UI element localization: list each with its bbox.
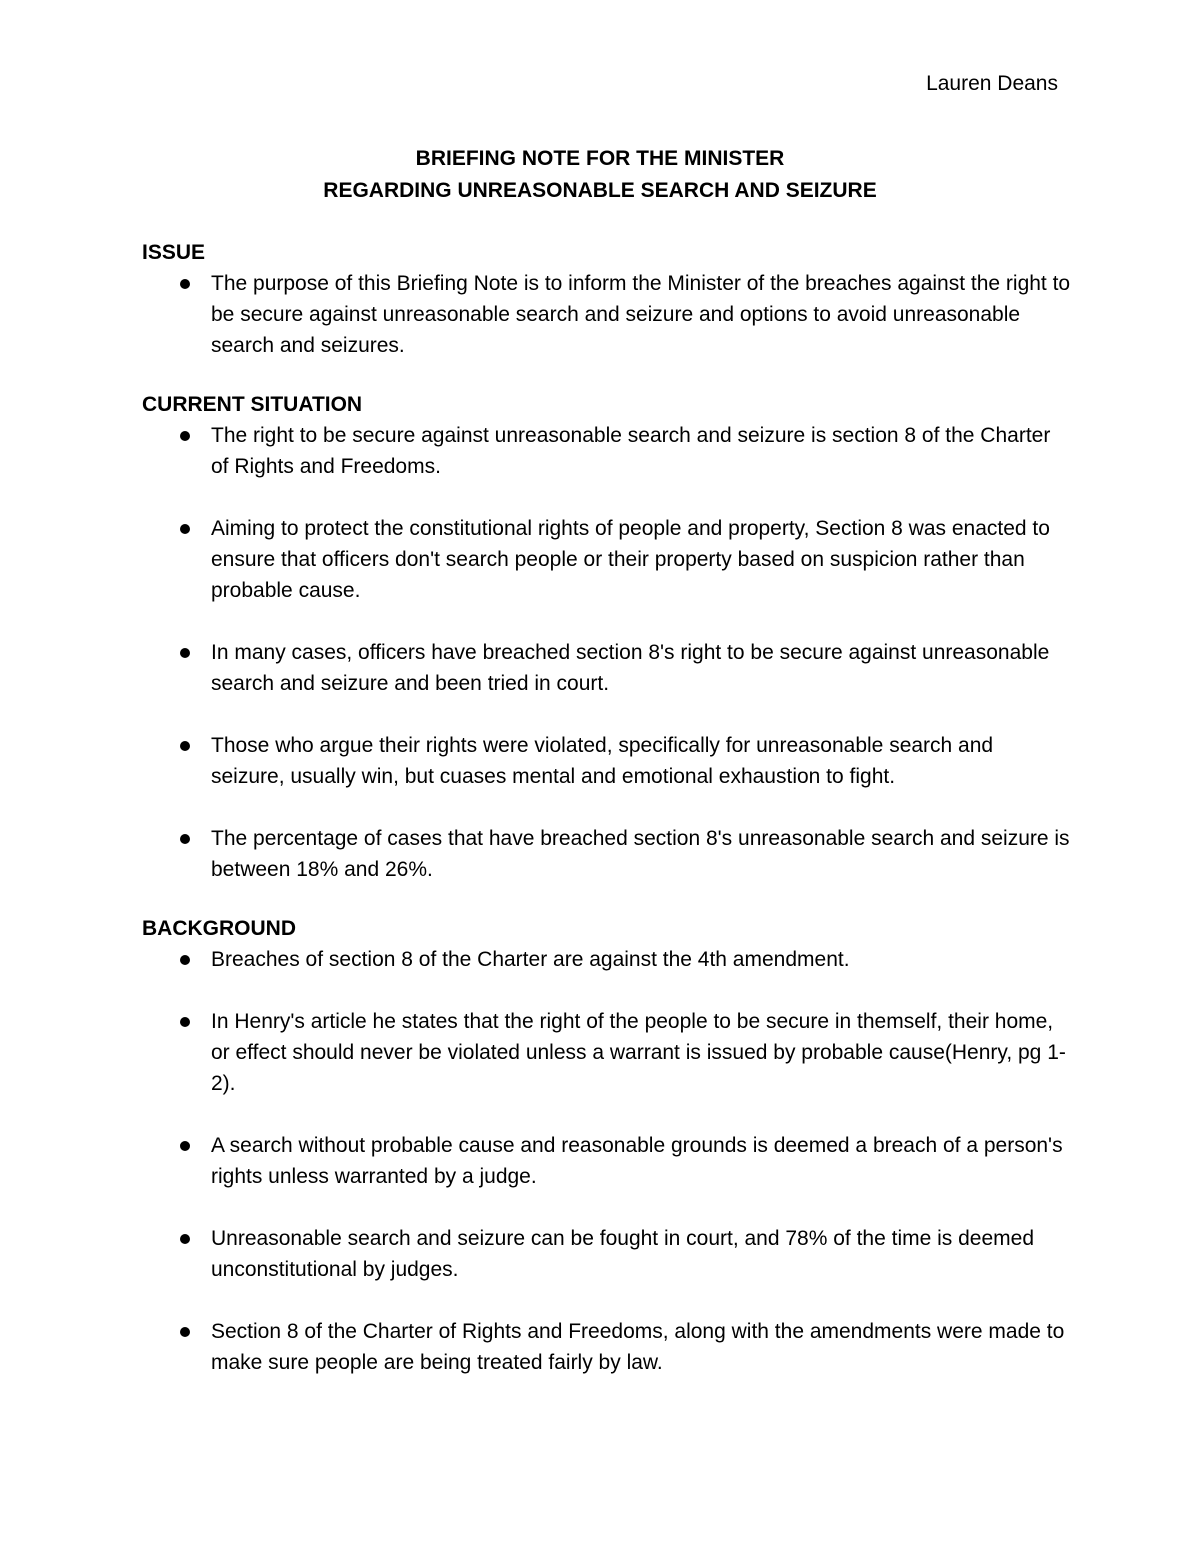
bullet-dot-icon [180, 955, 190, 965]
bullet-dot-icon [180, 1327, 190, 1337]
bullet-dot-icon [180, 834, 190, 844]
list-item [142, 823, 1072, 885]
list-item [142, 1223, 1072, 1285]
document-body [142, 237, 1072, 1406]
section-heading: BACKGROUND [142, 917, 296, 940]
bullet-text: The percentage of cases that have breached section 8's unreasonable search and seizure is between 18% and 26%. [211, 827, 1070, 881]
section-heading: ISSUE [142, 241, 206, 264]
list-item [142, 268, 1072, 361]
bullet-text: Breaches of section 8 of the Charter are against the 4th amendment. [211, 948, 850, 971]
list-item [142, 944, 1072, 975]
list-item [142, 1316, 1072, 1378]
bullet-text: Aiming to protect the constitutional rights of people and property, Section 8 was enacted to ensure that officers don't search people or their property based on suspicion rather than probable cause. [211, 517, 1050, 602]
bullet-dot-icon [180, 1234, 190, 1244]
bullet-text: A search without probable cause and reasonable grounds is deemed a breach of a person's rights unless warranted by a judge. [211, 1134, 1063, 1188]
list-item [142, 513, 1072, 606]
bullet-text: In many cases, officers have breached section 8's right to be secure against unreasonable search and seizure and been tried in court. [211, 641, 1050, 695]
bullet-list [142, 420, 1072, 885]
bullet-text: Unreasonable search and seizure can be fought in court, and 78% of the time is deemed unconstitutional by judges. [211, 1227, 1035, 1281]
section-background [142, 913, 1072, 1378]
document-title [0, 143, 1200, 207]
bullet-text: The right to be secure against unreasonable search and seizure is section 8 of the Charter of Rights and Freedoms. [211, 424, 1051, 478]
section-current-situation [142, 389, 1072, 885]
bullet-text: In Henry's article he states that the right of the people to be secure in themself, their home, or effect should never be violated unless a warrant is issued by probable cause(Henry, pg 1-2). [211, 1010, 1066, 1095]
bullet-list [142, 944, 1072, 1378]
author-name: Lauren Deans [926, 72, 1058, 95]
bullet-list [142, 268, 1072, 361]
list-item [142, 420, 1072, 482]
section-issue [142, 237, 1072, 361]
bullet-dot-icon [180, 648, 190, 658]
bullet-dot-icon [180, 741, 190, 751]
bullet-text: Section 8 of the Charter of Rights and Freedoms, along with the amendments were made to make sure people are being treated fairly by law. [211, 1320, 1065, 1374]
list-item [142, 1130, 1072, 1192]
list-item [142, 730, 1072, 792]
bullet-dot-icon [180, 279, 190, 289]
bullet-text: The purpose of this Briefing Note is to inform the Minister of the breaches against the right to be secure against unreasonable search and seizure and options to avoid unreasonable search and seizures. [211, 272, 1071, 357]
list-item [142, 637, 1072, 699]
title-line-2: REGARDING UNREASONABLE SEARCH AND SEIZURE [323, 179, 877, 202]
section-heading: CURRENT SITUATION [142, 393, 363, 416]
bullet-dot-icon [180, 524, 190, 534]
bullet-text: Those who argue their rights were violated, specifically for unreasonable search and seizure, usually win, but cuases mental and emotional exhaustion to fight. [211, 734, 994, 788]
bullet-dot-icon [180, 431, 190, 441]
bullet-dot-icon [180, 1017, 190, 1027]
bullet-dot-icon [180, 1141, 190, 1151]
list-item [142, 1006, 1072, 1099]
title-line-1: BRIEFING NOTE FOR THE MINISTER [415, 147, 785, 170]
